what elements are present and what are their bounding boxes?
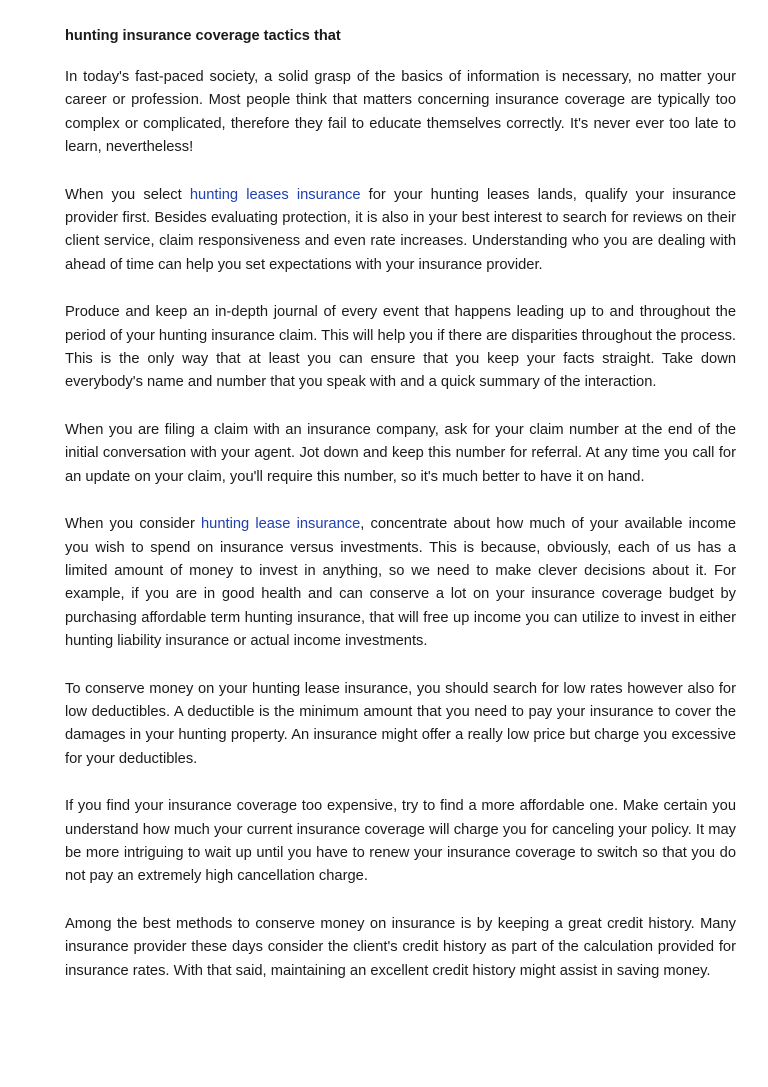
document-title: hunting insurance coverage tactics that	[65, 28, 341, 44]
paragraph-4: When you are filing a claim with an insurance company, ask for your claim number at the end of the initial conversation with your agent. Jot down and keep this number for referral. At any time you call for an update on your claim, you'll require this number, so it's much better to have it on hand.	[65, 421, 736, 485]
hunting-lease-insurance-link[interactable]: hunting lease insurance	[201, 516, 361, 533]
hunting-leases-insurance-link[interactable]: hunting leases insurance	[189, 186, 361, 203]
paragraph-3: Produce and keep an in-depth journal of every event that happens leading up to and throughout the period of your hunting insurance claim. This will help you if there are disparities throughout the process. This is the only way that at least you can ensure that you keep your facts straight. Take down everybody's name and number that you speak with and a quick summary of the interaction.	[65, 304, 736, 391]
paragraph-5: When you consider hunting lease insurance, concentrate about how much of your available income you wish to spend on insurance versus investments. This is because, obviously, each of us has a limited amount of money to invest in anything, so we need to make clever decisions about it. For example, if you are in good health and can conserve a lot on your insurance coverage budget by purchasing affordable term hunting insurance, that will free up income you can utilize to invest in either hunting liability insurance or actual income investments.	[65, 516, 737, 650]
paragraph-7: If you find your insurance coverage too expensive, try to find a more affordable one. Make certain you understand how much your current insurance coverage will charge you for canceling your policy. It may be more intriguing to wait up until you have to renew your insurance coverage to switch so that you do not pay an extremely high cancellation charge.	[65, 798, 736, 885]
paragraph-8: Among the best methods to conserve money on insurance is by keeping a great credit history. Many insurance provider these days consider the client's credit history as part of the calculation provided for insurance rates. With that said, maintaining an excellent credit history might assist in saving money.	[65, 915, 736, 979]
paragraph-1: In today's fast-paced society, a solid grasp of the basics of information is necessary, no matter your career or profession. Most people think that matters concerning insurance coverage are typically too complex or complicated, therefore they fail to educate themselves correctly. It's never ever too late to learn, nevertheless!	[65, 69, 736, 156]
paragraph-6: To conserve money on your hunting lease insurance, you should search for low rates however also for low deductibles. A deductible is the minimum amount that you need to pay your insurance to cover the damages in your hunting property. An insurance might offer a really low price but charge you excessive for your deductibles.	[65, 680, 736, 767]
paragraph-2: When you select hunting leases insurance for your hunting leases lands, qualify your insurance provider first. Besides evaluating protection, it is also in your best interest to search for reviews on their client service, claim responsiveness and even rate increases. Understanding who you are dealing with ahead of time can help you set expectations with your insurance provider.	[65, 186, 736, 273]
